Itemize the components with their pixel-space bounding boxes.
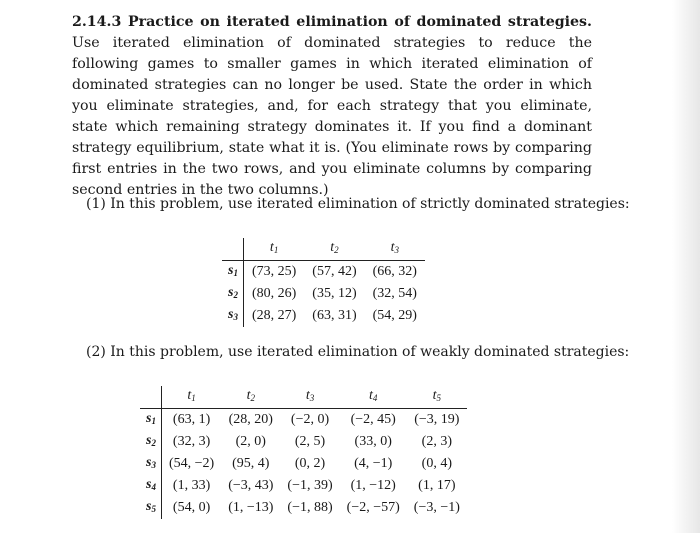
page-edge-shadow — [672, 0, 700, 533]
table-row — [140, 431, 467, 453]
row-label — [140, 431, 161, 453]
row-label — [140, 409, 161, 432]
column-header — [243, 238, 304, 261]
payoff-cell: (2, 3) — [421, 434, 452, 449]
row-index: 2 — [233, 290, 238, 300]
payoff-cell: (−3, 43) — [228, 478, 274, 493]
row-label — [222, 283, 243, 305]
row-symbol: s — [228, 307, 234, 322]
table-corner — [222, 238, 243, 261]
payoff-cell: (−1, 39) — [287, 478, 333, 493]
column-index: 2 — [250, 393, 255, 403]
payoff-cell: (57, 42) — [312, 264, 357, 279]
row-index: 1 — [233, 268, 238, 278]
row-label — [222, 261, 243, 284]
problem-statement — [72, 12, 592, 201]
row-index: 1 — [151, 416, 156, 426]
payoff-cell: (2, 5) — [294, 434, 326, 449]
payoff-cell: (28, 20) — [228, 412, 273, 427]
table-row — [222, 261, 425, 284]
row-index: 5 — [151, 504, 156, 514]
payoff-cell: (0, 4) — [421, 456, 452, 471]
row-index: 2 — [151, 438, 156, 448]
payoff-cell: (−2, 0) — [290, 412, 330, 427]
column-index: 1 — [273, 245, 279, 255]
payoff-cell: (−3, 19) — [414, 412, 460, 427]
row-symbol: s — [146, 499, 152, 514]
column-symbol: t — [269, 240, 274, 255]
problem-body: Use iterated elimination of dominated strategies to reduce the following games to smaller games in which iterated elimination of dominated strategies can no longer be used. State the order in which you eliminate strategies, and, for each strategy that you eliminate, state which remaining strategy dominates it. If you find a dominant strategy equilibrium, state what it is. (You eliminate rows by comparing first entries in the two rows, and you eliminate columns by comparing second entries in the two columns.) — [72, 35, 592, 198]
row-label — [140, 475, 161, 497]
payoff-cell: (63, 31) — [312, 308, 357, 323]
row-symbol: s — [146, 477, 152, 492]
payoff-cell: (32, 3) — [172, 434, 211, 449]
table-row — [140, 409, 467, 432]
row-symbol: s — [228, 285, 234, 300]
column-symbol: t — [330, 240, 335, 255]
column-index: 1 — [191, 393, 196, 403]
payoff-cell: (2, 0) — [235, 434, 266, 449]
payoff-cell: (1, −13) — [228, 500, 274, 515]
payoff-cell: (−2, −57) — [346, 500, 400, 515]
payoff-cell: (33, 0) — [354, 434, 392, 449]
row-label — [222, 305, 243, 327]
payoff-cell: (1, 17) — [418, 478, 456, 493]
payoff-cell: (54, −2) — [168, 456, 215, 471]
payoff-cell: (35, 12) — [312, 286, 357, 301]
table-row — [140, 475, 467, 497]
row-symbol: s — [146, 455, 152, 470]
row-index: 4 — [151, 482, 156, 492]
payoff-cell: (32, 54) — [372, 286, 417, 301]
table-row — [140, 453, 467, 475]
column-symbol: t — [187, 388, 192, 403]
row-label — [140, 497, 161, 519]
part2-prompt: (2) In this problem, use iterated elimination of weakly dominated strategies: — [86, 344, 630, 360]
table-corner — [140, 386, 161, 409]
payoff-cell: (54, 29) — [372, 308, 417, 323]
column-index: 5 — [436, 393, 442, 403]
row-index: 3 — [151, 460, 156, 470]
column-index: 4 — [372, 393, 378, 403]
payoff-cell: (1, −12) — [350, 478, 396, 493]
column-index: 3 — [309, 393, 315, 403]
payoff-cell: (54, 0) — [172, 500, 211, 515]
column-symbol: t — [305, 388, 310, 403]
column-header — [365, 238, 425, 261]
payoff-cell: (−3, −1) — [413, 500, 460, 515]
payoff-cell: (63, 1) — [172, 412, 211, 427]
payoff-cell: (0, 2) — [294, 456, 326, 471]
column-index: 2 — [334, 245, 339, 255]
row-label — [140, 453, 161, 475]
part2-payoff-table — [140, 386, 467, 519]
table-row — [222, 283, 425, 305]
payoff-cell: (4, −1) — [354, 456, 393, 471]
table-row — [222, 305, 425, 327]
table-row — [140, 497, 467, 519]
column-header — [407, 386, 467, 409]
part1-payoff-table — [222, 238, 425, 327]
payoff-cell: (95, 4) — [232, 456, 270, 471]
row-symbol: s — [146, 433, 152, 448]
row-symbol: s — [228, 263, 234, 278]
column-header — [161, 386, 221, 409]
column-header — [280, 386, 339, 409]
column-symbol: t — [432, 388, 437, 403]
payoff-cell: (−1, 88) — [287, 500, 333, 515]
problem-heading: 2.14.3 Practice on iterated elimination of dominated strategies. — [72, 14, 592, 30]
column-header — [221, 386, 280, 409]
column-symbol: t — [246, 388, 251, 403]
row-index: 3 — [233, 312, 238, 322]
payoff-cell: (28, 27) — [251, 308, 297, 323]
payoff-cell: (66, 32) — [372, 264, 417, 279]
column-symbol: t — [390, 240, 395, 255]
payoff-cell: (1, 33) — [172, 478, 211, 493]
payoff-cell: (73, 25) — [251, 264, 297, 279]
row-symbol: s — [146, 411, 152, 426]
payoff-cell: (−2, 45) — [350, 412, 396, 427]
column-index: 3 — [394, 245, 399, 255]
column-symbol: t — [369, 388, 373, 403]
payoff-cell: (80, 26) — [251, 286, 297, 301]
column-header — [304, 238, 364, 261]
part1-prompt: (1) In this problem, use iterated elimination of strictly dominated strategies: — [86, 196, 630, 212]
column-header — [340, 386, 407, 409]
